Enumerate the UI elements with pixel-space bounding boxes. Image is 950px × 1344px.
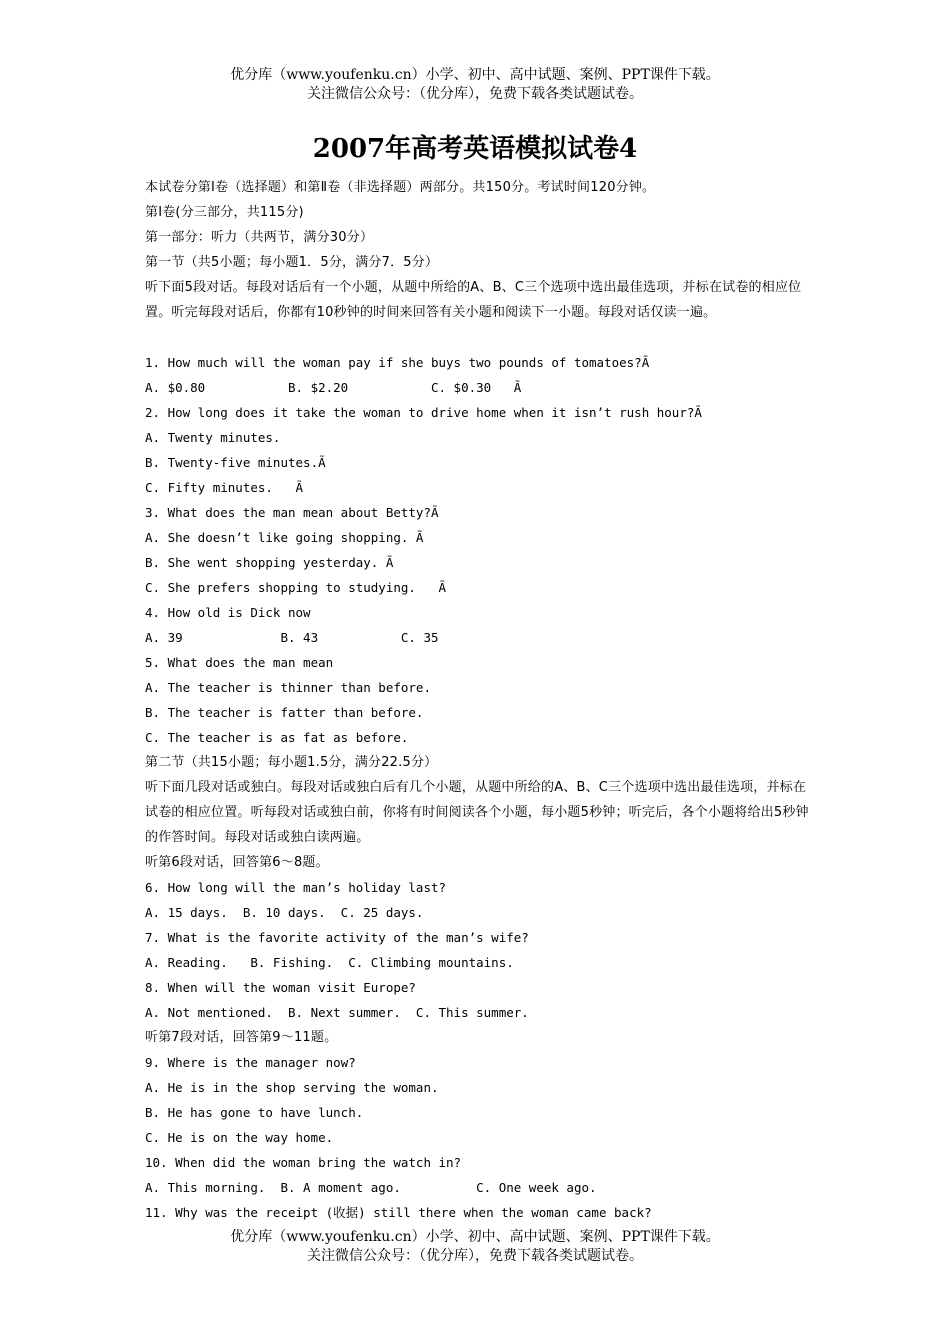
option-line: A. Twenty minutes.: [145, 430, 281, 445]
footer-line-2: 关注微信公众号：（优分库），免费下载各类试题试卷。: [307, 1248, 643, 1264]
option-line: A. Reading. B. Fishing. C. Climbing mountains.: [145, 955, 514, 970]
option-line: C. She prefers shopping to studying. Ã: [145, 580, 447, 595]
option-line: A. 39 B. 43 C. 35: [145, 630, 439, 645]
option-line: B. Twenty-five minutes.Ã: [145, 455, 326, 470]
section2-heading: 第二节（共15小题；每小题1.5分，满分22.5分）: [145, 755, 438, 770]
question-line: 4. How old is Dick now: [145, 605, 311, 620]
question-line: 10. When did the woman bring the watch in?: [145, 1155, 462, 1170]
intro-line: 第Ⅰ卷(分三部分，共115分): [145, 205, 304, 220]
intro-line: 第一部分：听力（共两节，满分30分）: [145, 230, 374, 245]
section1-instructions: 听下面5段对话。每段对话后有一个小题，从题中所给的A、B、C三个选项中选出最佳选项，并标在试卷的相应位置。听完每段对话后，你都有10秒钟的时间来回答有关小题和阅读下一小题。每段对话仅读一遍。: [145, 280, 802, 320]
question-line: 3. What does the man mean about Betty?Ã: [145, 505, 439, 520]
question-line: 11. Why was the receipt (收据) still there when the woman came back?: [145, 1205, 652, 1220]
option-line: B. The teacher is fatter than before.: [145, 705, 424, 720]
footer-line-1: 优分库（www.youfenku.cn）小学、初中、高中试题、案例、PPT课件下载。: [230, 1229, 720, 1245]
option-line: A. He is in the shop serving the woman.: [145, 1080, 439, 1095]
dialog7-heading: 听第7段对话，回答第9～11题。: [145, 1030, 338, 1045]
header-line-1: 优分库（www.youfenku.cn）小学、初中、高中试题、案例、PPT课件下载。: [230, 67, 720, 83]
option-line: C. Fifty minutes. Ã: [145, 480, 304, 495]
option-line: A. This morning. B. A moment ago. C. One week ago.: [145, 1180, 597, 1195]
section2-instructions: 听下面几段对话或独白。每段对话或独白后有几个小题，从题中所给的A、B、C三个选项中选出最佳选项，并标在试卷的相应位置。听每段对话或独白前，你将有时间阅读各个小题，每小题5秒钟；听完后，各个小题将给出5秒钟的作答时间。每段对话或独白读两遍。: [145, 780, 809, 845]
header-line-2: 关注微信公众号：（优分库），免费下载各类试题试卷。: [307, 86, 643, 102]
question-line: 1. How much will the woman pay if she buys two pounds of tomatoes?Ã: [145, 355, 650, 370]
question-line: 8. When will the woman visit Europe?: [145, 980, 416, 995]
option-line: B. He has gone to have lunch.: [145, 1105, 364, 1120]
option-line: C. He is on the way home.: [145, 1130, 334, 1145]
question-line: 9. Where is the manager now?: [145, 1055, 356, 1070]
question-line: 6. How long will the man’s holiday last?: [145, 880, 447, 895]
option-line: C. The teacher is as fat as before.: [145, 730, 409, 745]
exam-body: [145, 175, 813, 1225]
option-line: A. $0.80 B. $2.20 C. $0.30 Ã: [145, 380, 522, 395]
option-line: A. The teacher is thinner than before.: [145, 680, 431, 695]
page-footer: [0, 1228, 950, 1266]
intro-line: 本试卷分第Ⅰ卷（选择题）和第Ⅱ卷（非选择题）两部分。共150分。考试时间120分钟。: [145, 180, 656, 195]
dialog6-heading: 听第6段对话，回答第6～8题。: [145, 855, 329, 870]
option-line: A. She doesn’t like going shopping. Ã: [145, 530, 424, 545]
intro-line: 第一节（共5小题；每小题1．5分，满分7．5分）: [145, 255, 439, 270]
page-header: [0, 66, 950, 104]
option-line: A. Not mentioned. B. Next summer. C. This summer.: [145, 1005, 529, 1020]
option-line: B. She went shopping yesterday. Ã: [145, 555, 394, 570]
option-line: A. 15 days. B. 10 days. C. 25 days.: [145, 905, 424, 920]
question-line: 5. What does the man mean: [145, 655, 334, 670]
question-line: 7. What is the favorite activity of the man’s wife?: [145, 930, 529, 945]
question-line: 2. How long does it take the woman to drive home when it isn’t rush hour?Ã: [145, 405, 702, 420]
exam-title: 2007年高考英语模拟试卷4: [312, 134, 638, 164]
